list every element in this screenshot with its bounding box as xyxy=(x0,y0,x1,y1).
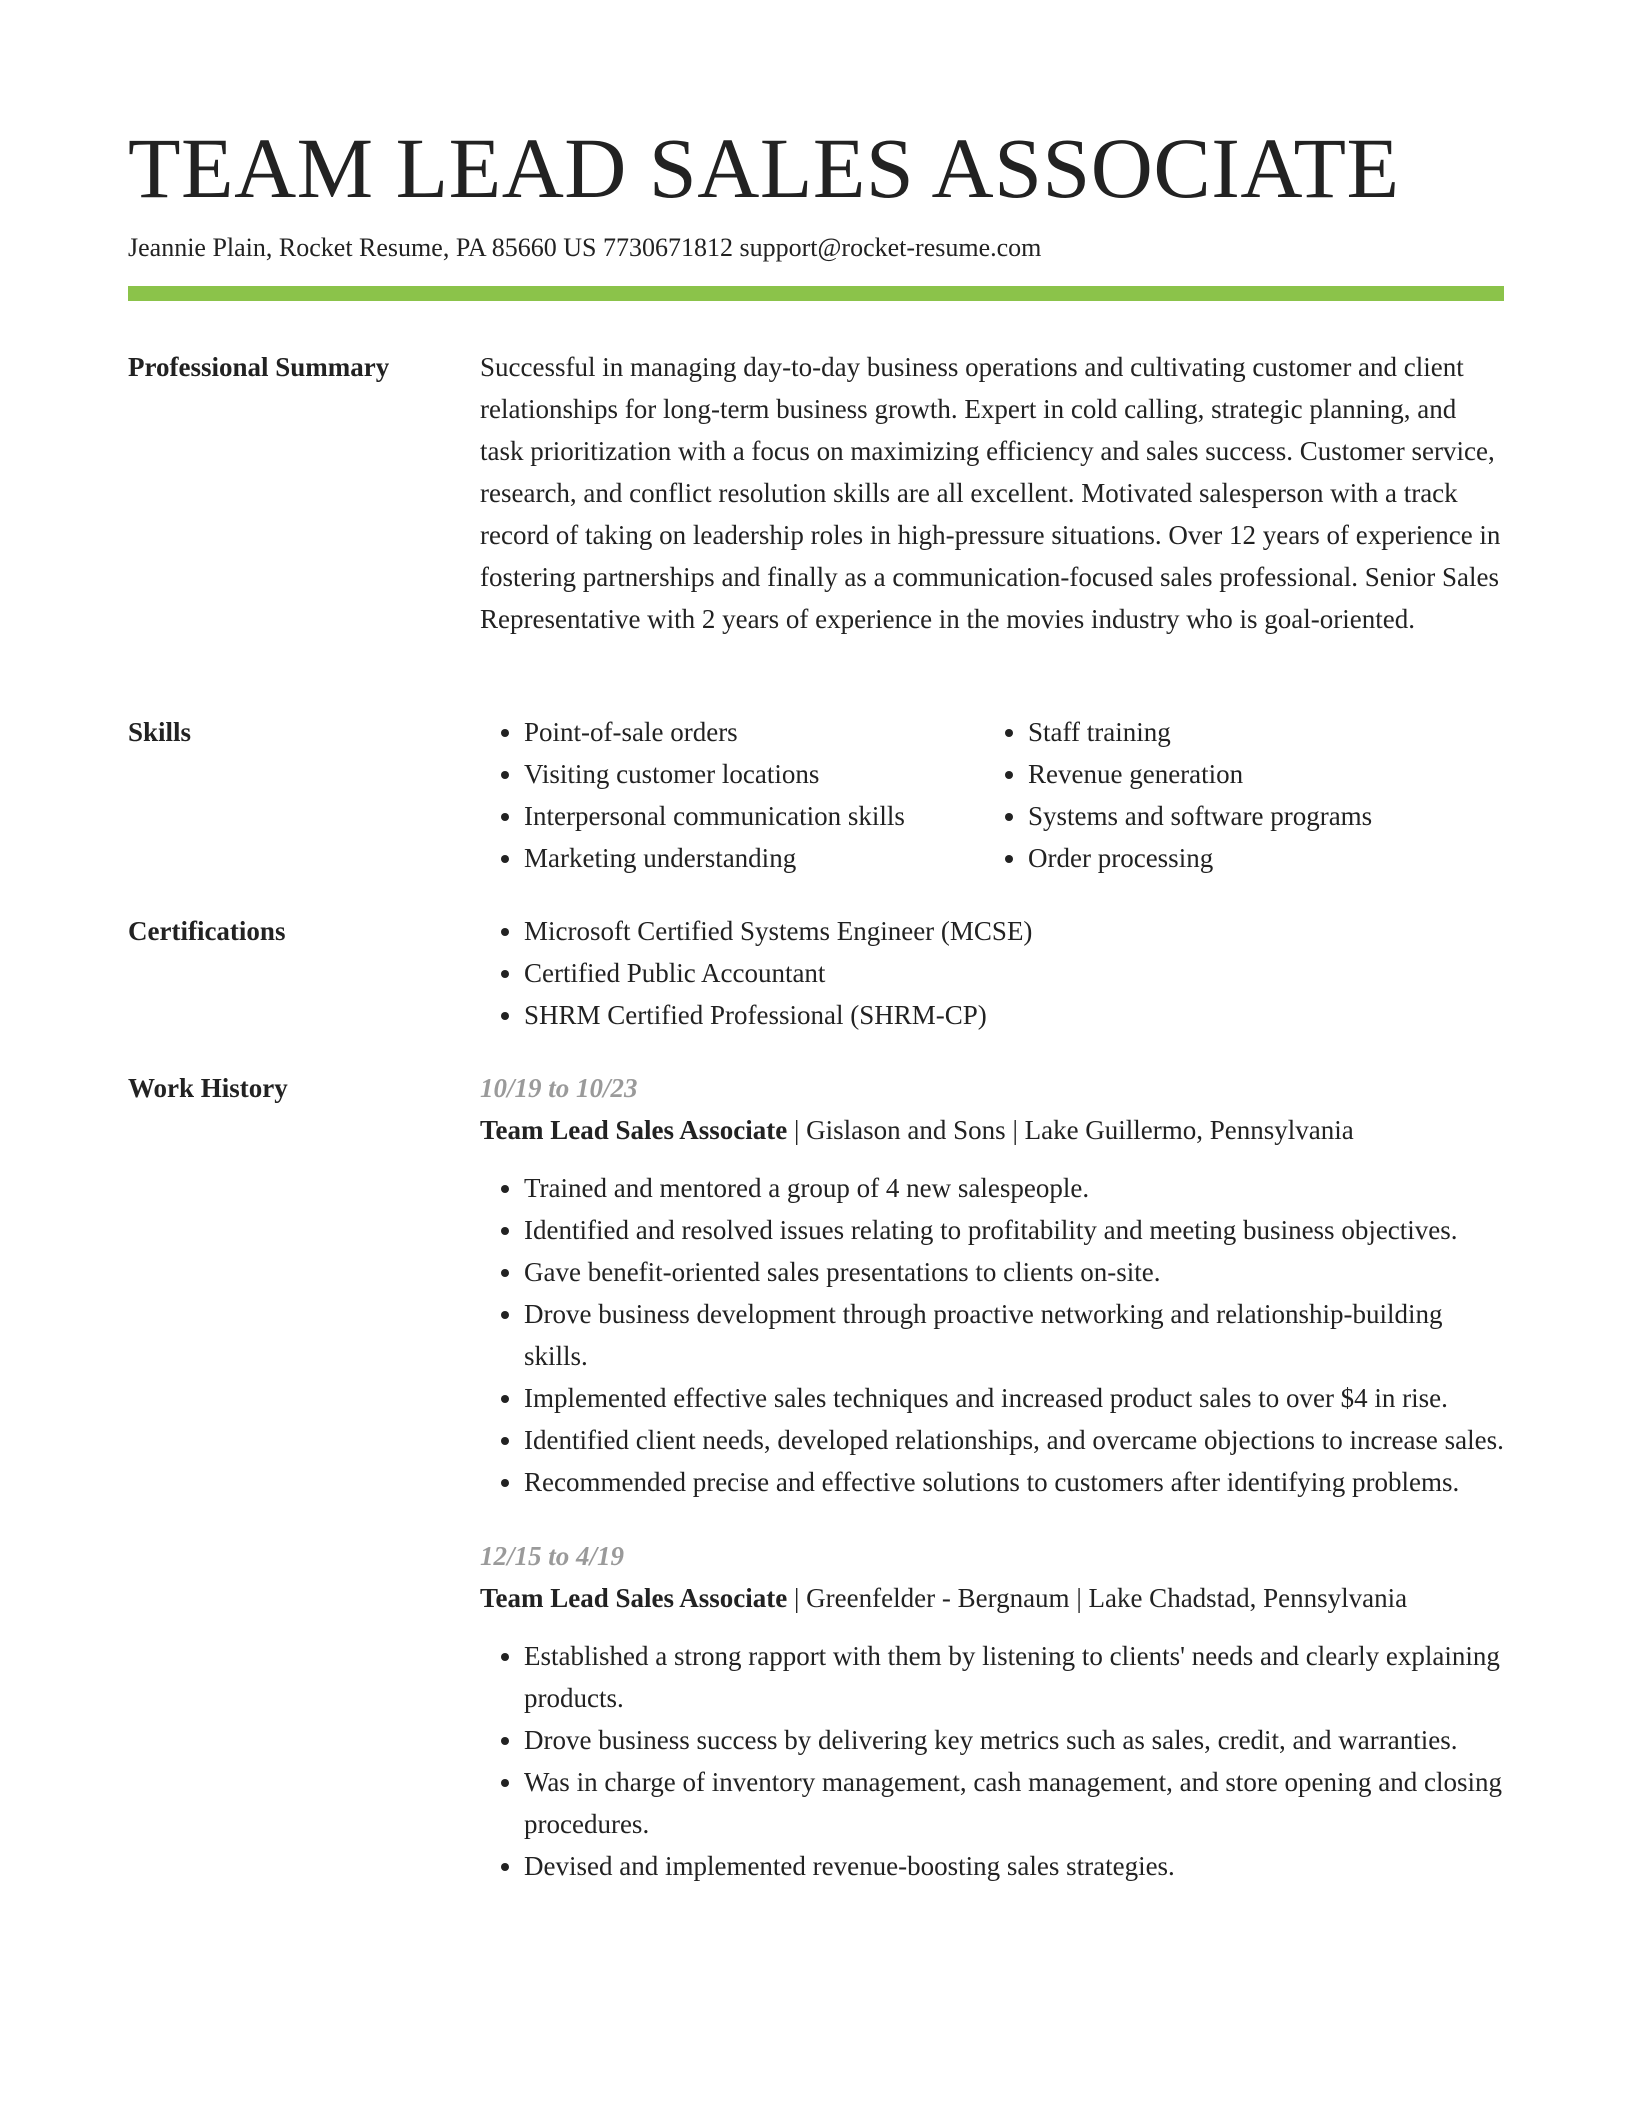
work-history-heading: Work History xyxy=(128,1073,288,1103)
skill-item: • Interpersonal communication skills xyxy=(524,795,984,837)
skills-body xyxy=(480,711,1504,879)
job-location: Lake Chadstad, Pennsylvania xyxy=(1088,1583,1408,1613)
job-bullet: • Implemented effective sales techniques and increased product sales to over $4 in rise. xyxy=(524,1377,1504,1419)
separator: | xyxy=(1005,1115,1025,1145)
job-bullet: • Drove business development through proactive networking and relationship-building skills. xyxy=(524,1293,1504,1377)
job-bullets xyxy=(480,1167,1504,1503)
job-bullet: • Identified and resolved issues relating to profitability and meeting business objectives. xyxy=(524,1209,1504,1251)
job-bullets xyxy=(480,1635,1504,1887)
job-company: Greenfelder - Bergnaum xyxy=(806,1583,1070,1613)
separator: | xyxy=(1069,1583,1089,1613)
certifications-heading: Certifications xyxy=(128,916,286,946)
accent-divider xyxy=(128,286,1504,301)
summary-body xyxy=(480,346,1504,640)
contact-line: Jeannie Plain, Rocket Resume, PA 85660 US 7730671812 support@rocket-resume.com xyxy=(128,233,1042,262)
skill-item: • Point-of-sale orders xyxy=(524,711,984,753)
job-location: Lake Guillermo, Pennsylvania xyxy=(1024,1115,1354,1145)
certifications-body xyxy=(480,910,1504,1036)
certification-item: • SHRM Certified Professional (SHRM-CP) xyxy=(524,994,1504,1036)
skills-heading: Skills xyxy=(128,717,192,747)
work-history-body xyxy=(480,1067,1504,1919)
skill-item: • Systems and software programs xyxy=(1028,795,1488,837)
skills-list-right xyxy=(984,711,1488,879)
job-bullet: • Gave benefit-oriented sales presentations to clients on-site. xyxy=(524,1251,1504,1293)
job-entry xyxy=(480,1535,1504,1887)
job-company: Gislason and Sons xyxy=(806,1115,1006,1145)
resume-title: TEAM LEAD SALES ASSOCIATE xyxy=(128,120,1400,216)
job-heading xyxy=(480,1577,1504,1619)
summary-heading: Professional Summary xyxy=(128,352,390,382)
job-bullet: • Identified client needs, developed relationships, and overcame objections to increase sales. xyxy=(524,1419,1504,1461)
job-dates: 12/15 to 4/19 xyxy=(480,1541,625,1571)
job-bullet: • Trained and mentored a group of 4 new salespeople. xyxy=(524,1167,1504,1209)
job-heading xyxy=(480,1109,1504,1151)
job-entry xyxy=(480,1067,1504,1503)
skill-item: • Staff training xyxy=(1028,711,1488,753)
skills-list-left xyxy=(480,711,984,879)
skill-item: • Marketing understanding xyxy=(524,837,984,879)
skill-item: • Order processing xyxy=(1028,837,1488,879)
job-title: Team Lead Sales Associate xyxy=(480,1115,788,1145)
certification-item: • Certified Public Accountant xyxy=(524,952,1504,994)
certifications-list xyxy=(480,910,1504,1036)
job-bullet: • Recommended precise and effective solutions to customers after identifying problems. xyxy=(524,1461,1504,1503)
job-dates: 10/19 to 10/23 xyxy=(480,1073,638,1103)
job-bullet: • Was in charge of inventory management, cash management, and store opening and closing procedures. xyxy=(524,1761,1504,1845)
job-title: Team Lead Sales Associate xyxy=(480,1583,788,1613)
skill-item: • Visiting customer locations xyxy=(524,753,984,795)
certification-item: • Microsoft Certified Systems Engineer (MCSE) xyxy=(524,910,1504,952)
job-bullet: • Established a strong rapport with them by listening to clients' needs and clearly explaining products. xyxy=(524,1635,1504,1719)
summary-text: Successful in managing day-to-day business operations and cultivating customer and client relationships for long-term business growth. Expert in cold calling, strategic planning, and task prioritization with a focus on maximizing efficiency and sales success. Customer service, research, and conflict resolution skills are all excellent. Motivated salesperson with a track record of taking on leadership roles in high-pressure situations. Over 12 years of experience in fostering partnerships and finally as a communication-focused sales professional. Senior Sales Representative with 2 years of experience in the movies industry who is goal-oriented. xyxy=(480,352,1501,634)
separator: | xyxy=(787,1583,807,1613)
skill-item: • Revenue generation xyxy=(1028,753,1488,795)
separator: | xyxy=(787,1115,807,1145)
job-bullet: • Devised and implemented revenue-boosting sales strategies. xyxy=(524,1845,1504,1887)
job-bullet: • Drove business success by delivering key metrics such as sales, credit, and warranties. xyxy=(524,1719,1504,1761)
